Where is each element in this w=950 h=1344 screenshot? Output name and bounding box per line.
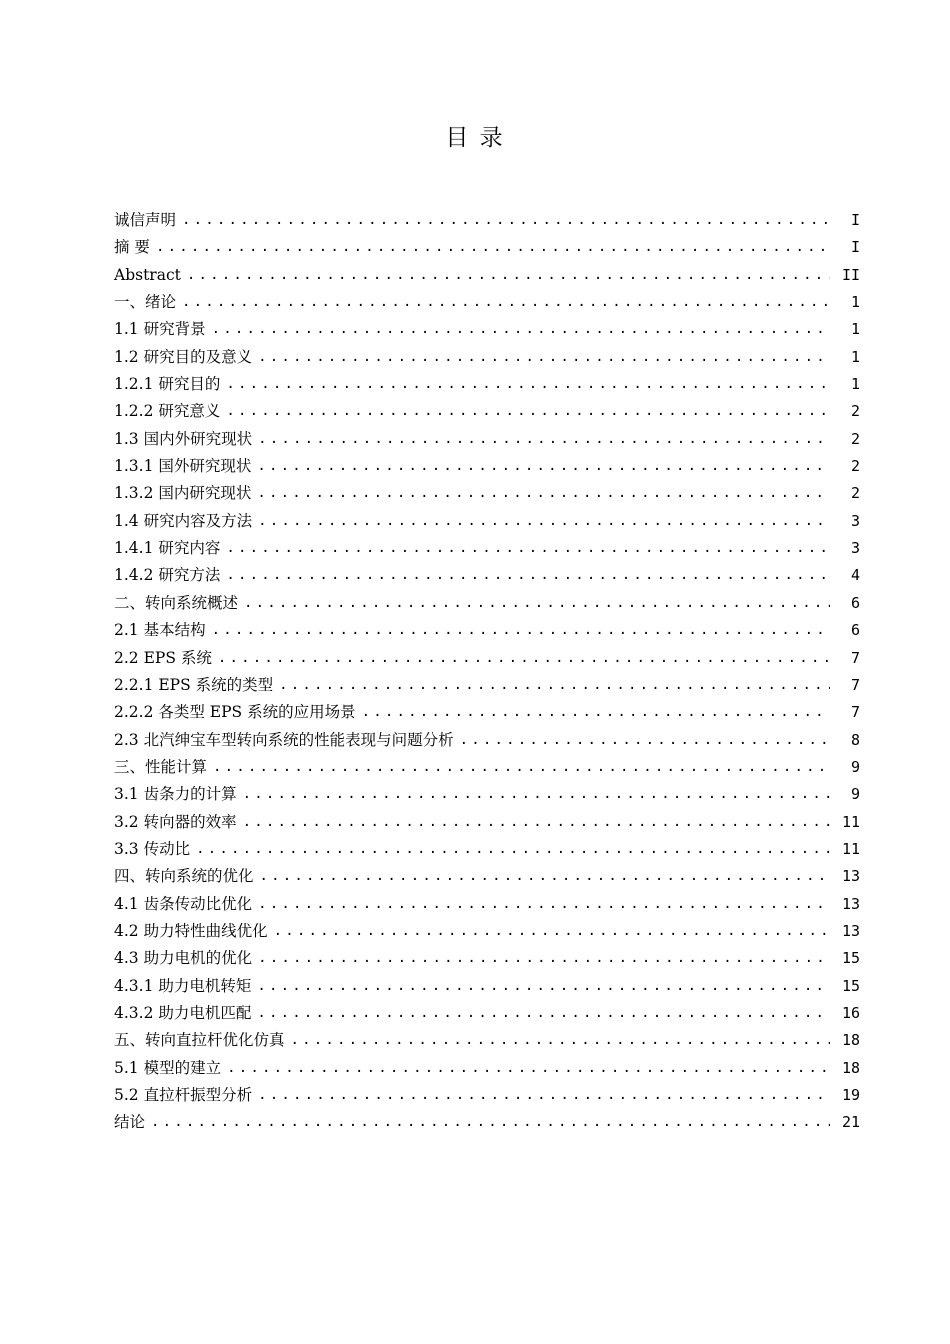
toc-entry-label: 2.3 北汽绅宝车型转向系统的性能表现与问题分析 [114, 730, 454, 749]
toc-dot-leader [226, 398, 830, 425]
toc-entry-label: 三、性能计算 [114, 757, 208, 776]
toc-dot-leader [243, 809, 830, 836]
toc-entry[interactable] [114, 617, 860, 644]
toc-entry-page-number: 2 [850, 484, 860, 503]
toc-entry[interactable] [114, 371, 860, 398]
toc-entry-page-number: 18 [841, 1031, 860, 1050]
toc-entry[interactable] [114, 289, 860, 316]
toc-dot-leader [258, 945, 830, 972]
toc-entry[interactable] [114, 863, 860, 890]
toc-entry-page-number: 6 [850, 593, 860, 612]
toc-entry[interactable] [114, 727, 860, 754]
toc-entry-label: 4.3.1 助力电机转矩 [114, 976, 252, 995]
toc-entry-label: 1.4 研究内容及方法 [114, 511, 253, 530]
toc-entry-label: 2.2.2 各类型 EPS 系统的应用场景 [114, 703, 356, 722]
toc-entry[interactable] [114, 1109, 860, 1136]
toc-entry-page-number: 13 [841, 867, 860, 886]
toc-dot-leader [212, 617, 830, 644]
toc-dot-leader [274, 918, 830, 945]
toc-entry-page-number: 18 [841, 1058, 860, 1077]
toc-dot-leader [257, 973, 830, 1000]
toc-entry[interactable] [114, 535, 860, 562]
toc-entry-label: 1.2 研究目的及意义 [114, 347, 253, 366]
toc-entry-label: 5.1 模型的建立 [114, 1058, 222, 1077]
toc-entry[interactable] [114, 973, 860, 1000]
toc-entry-label: Abstract [114, 265, 181, 284]
toc-entry-page-number: 4 [850, 566, 860, 585]
toc-entry[interactable] [114, 645, 860, 672]
toc-entry[interactable] [114, 562, 860, 589]
toc-entry-label: 3.2 转向器的效率 [114, 812, 237, 831]
toc-entry-label: 1.1 研究背景 [114, 320, 206, 339]
toc-dot-leader [244, 590, 830, 617]
toc-dot-leader [187, 262, 830, 289]
toc-entry-page-number: 15 [841, 976, 860, 995]
toc-entry-page-number: I [850, 238, 860, 257]
toc-entry-label: 1.3.2 国内研究现状 [114, 484, 252, 503]
toc-entry-page-number: 3 [850, 511, 860, 530]
toc-dot-leader [291, 1027, 830, 1054]
toc-entry[interactable] [114, 1000, 860, 1027]
toc-entry[interactable] [114, 1027, 860, 1054]
toc-entry-label: 1.2.1 研究目的 [114, 375, 221, 394]
toc-entry-label: 一、绪论 [114, 293, 177, 312]
toc-entry-page-number: 1 [850, 293, 860, 312]
toc-dot-leader [226, 371, 830, 398]
toc-dot-leader [257, 480, 830, 507]
toc-entry[interactable] [114, 344, 860, 371]
toc-dot-leader [226, 535, 830, 562]
toc-entry-page-number: 16 [841, 1003, 860, 1022]
toc-entry-page-number: 15 [841, 949, 860, 968]
toc-dot-leader [460, 727, 830, 754]
toc-entry[interactable] [114, 453, 860, 480]
toc-entry-label: 2.2.1 EPS 系统的类型 [114, 675, 274, 694]
toc-entry-page-number: 2 [850, 429, 860, 448]
toc-entry[interactable] [114, 1082, 860, 1109]
toc-entry-label: 2.2 EPS 系统 [114, 648, 212, 667]
toc-dot-leader [218, 645, 830, 672]
toc-dot-leader [212, 316, 830, 343]
toc-entry-page-number: 9 [850, 785, 860, 804]
toc-entry-page-number: 8 [850, 730, 860, 749]
toc-entry-label: 1.4.2 研究方法 [114, 566, 221, 585]
toc-entry-label: 3.1 齿条力的计算 [114, 785, 237, 804]
toc-entry-label: 诚信声明 [114, 211, 177, 229]
toc-entry-page-number: 1 [850, 347, 860, 366]
toc-dot-leader [258, 1082, 830, 1109]
toc-entry-label: 1.3 国内外研究现状 [114, 429, 253, 448]
toc-entry[interactable] [114, 836, 860, 863]
toc-entry-page-number: 9 [850, 757, 860, 776]
toc-entry-label: 4.3 助力电机的优化 [114, 949, 253, 968]
toc-entry-page-number: 7 [850, 648, 860, 667]
toc-entry-page-number: 3 [850, 539, 860, 558]
toc-entry-label: 5.2 直拉杆振型分析 [114, 1086, 253, 1104]
toc-entry-page-number: 11 [841, 812, 860, 831]
toc-dot-leader [258, 426, 830, 453]
toc-dot-leader [226, 562, 830, 589]
toc-entry-label: 4.2 助力特性曲线优化 [114, 921, 268, 940]
toc-entry[interactable] [114, 945, 860, 972]
toc-entry-page-number: I [850, 211, 860, 229]
toc-entry-page-number: 13 [841, 921, 860, 940]
toc-entry[interactable] [114, 480, 860, 507]
toc-entry-label: 1.2.2 研究意义 [114, 402, 221, 421]
toc-entry-label: 1.4.1 研究内容 [114, 539, 221, 558]
toc-entry-label: 结论 [114, 1113, 146, 1132]
toc-entry-label: 4.3.2 助力电机匹配 [114, 1003, 252, 1022]
toc-dot-leader [260, 863, 830, 890]
toc-dot-leader [213, 754, 830, 781]
toc-entry-page-number: 1 [850, 320, 860, 339]
toc-entry-page-number: 2 [850, 402, 860, 421]
toc-entry[interactable] [114, 1055, 860, 1082]
toc-entry-page-number: 21 [841, 1113, 860, 1132]
toc-entry[interactable] [114, 672, 860, 699]
toc-dot-leader [227, 1055, 830, 1082]
toc-entry-label: 2.1 基本结构 [114, 621, 206, 640]
toc-entry-page-number: 11 [841, 839, 860, 858]
toc-entry[interactable] [114, 809, 860, 836]
toc-entry[interactable] [114, 699, 860, 726]
toc-dot-leader [196, 836, 830, 863]
toc-dot-leader [258, 508, 830, 535]
toc-dot-leader [258, 344, 830, 371]
toc-entry-label: 1.3.1 国外研究现状 [114, 457, 252, 476]
toc-entry-label: 3.3 传动比 [114, 839, 191, 858]
toc-entry-page-number: 7 [850, 675, 860, 694]
toc-entry-page-number: 6 [850, 621, 860, 640]
toc-dot-leader [243, 781, 830, 808]
toc-dot-leader [257, 453, 830, 480]
toc-entry[interactable] [114, 508, 860, 535]
toc-entry-page-number: 7 [850, 703, 860, 722]
toc-entry[interactable] [114, 891, 860, 918]
toc-entry-label: 四、转向系统的优化 [114, 867, 254, 886]
toc-entry[interactable] [114, 262, 860, 289]
toc-dot-leader [257, 1000, 830, 1027]
toc-dot-leader [156, 234, 830, 261]
toc-entry[interactable] [114, 398, 860, 425]
toc-dot-leader [279, 672, 830, 699]
page-title: 目 录 [445, 125, 505, 151]
toc-entry[interactable] [114, 316, 860, 343]
toc-entry-page-number: 2 [850, 457, 860, 476]
toc-entry-page-number: 1 [850, 375, 860, 394]
toc-entry[interactable] [114, 754, 860, 781]
toc-entry-label: 摘 要 [114, 238, 150, 257]
toc-entry-label: 二、转向系统概述 [114, 593, 239, 612]
table-of-contents [114, 207, 860, 1137]
toc-entry[interactable] [114, 590, 860, 617]
toc-entry-label: 4.1 齿条传动比优化 [114, 894, 253, 913]
toc-entry[interactable] [114, 426, 860, 453]
toc-entry-page-number: 19 [841, 1086, 860, 1104]
toc-entry[interactable] [114, 207, 860, 234]
toc-dot-leader [182, 207, 830, 234]
toc-dot-leader [182, 289, 830, 316]
toc-entry[interactable] [114, 234, 860, 261]
toc-entry[interactable] [114, 918, 860, 945]
toc-entry[interactable] [114, 781, 860, 808]
toc-entry-label: 五、转向直拉杆优化仿真 [114, 1031, 285, 1050]
toc-entry-page-number: II [841, 265, 860, 284]
toc-dot-leader [362, 699, 830, 726]
toc-dot-leader [258, 891, 830, 918]
toc-entry-page-number: 13 [841, 894, 860, 913]
toc-dot-leader [151, 1109, 830, 1136]
